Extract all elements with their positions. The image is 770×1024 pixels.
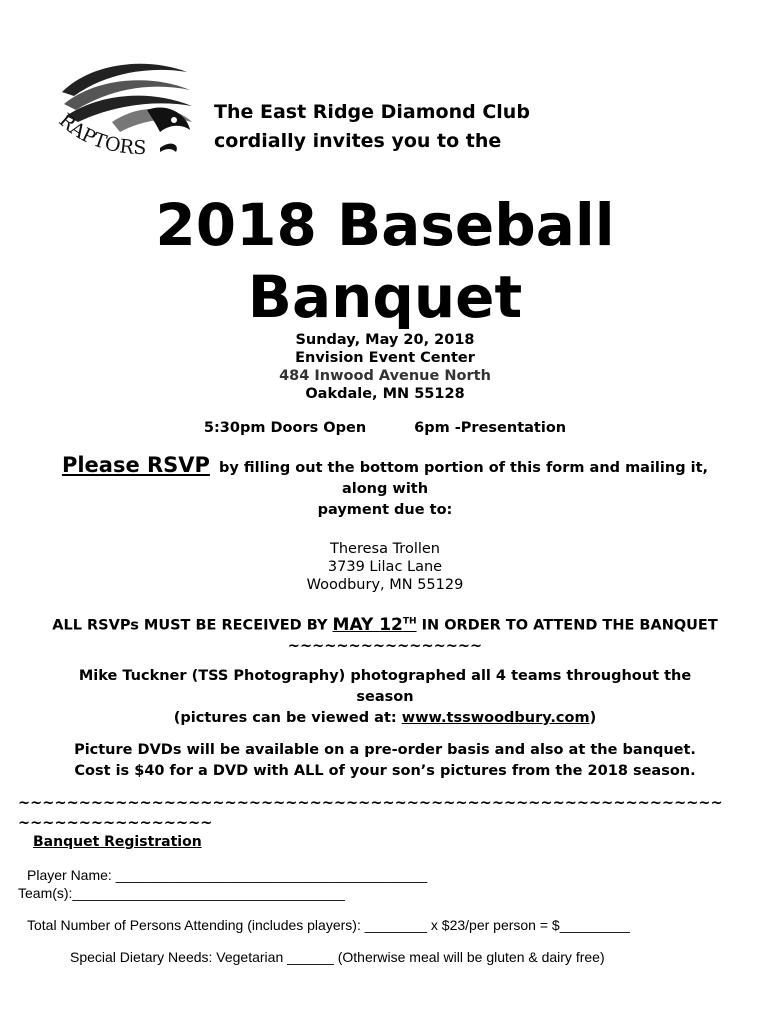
doors-open-time: 5:30pm Doors Open <box>203 420 367 436</box>
photography-notice <box>0 666 770 729</box>
deadline-date-suffix: TH <box>402 616 417 626</box>
event-venue: Envision Event Center <box>295 350 475 366</box>
rsvp-line-3: payment due to: <box>317 502 453 518</box>
photography-website-link[interactable]: www.tsswoodbury.com <box>401 710 590 726</box>
mailing-address <box>0 540 770 594</box>
deadline-date: MAY 12 <box>332 614 403 635</box>
player-name-field[interactable]: Player Name: ________________________________________ <box>27 867 428 883</box>
dvd-line-1: Picture DVDs will be available on a pre-order basis and also at the banquet. <box>74 742 696 758</box>
total-persons-field[interactable]: Total Number of Persons Attending (includes players): ________ x $23/per person = $_________ <box>27 917 630 933</box>
page-title <box>0 189 770 333</box>
event-details <box>0 331 770 403</box>
mail-name: Theresa Trollen <box>330 541 440 557</box>
title-line-2: Banquet <box>247 263 523 331</box>
photo-line-3-prefix: (pictures can be viewed at: <box>173 710 397 726</box>
logo-text: RAPTORS <box>54 109 147 160</box>
rsvp-instructions <box>0 455 770 521</box>
raptors-logo <box>52 52 202 167</box>
cut-line-separator <box>18 793 758 833</box>
deadline-rest: IN ORDER TO ATTEND THE BANQUET <box>421 617 718 634</box>
mail-city: Woodbury, MN 55129 <box>306 577 464 593</box>
photo-line-3-suffix: ) <box>589 710 597 726</box>
dvd-line-2: Cost is $40 for a DVD with ALL of your son’s pictures from the 2018 season. <box>74 763 696 779</box>
deadline-prefix: ALL RSVPs MUST BE RECEIVED BY <box>52 617 328 634</box>
title-line-1: 2018 Baseball <box>155 191 615 259</box>
separator-line-1: ~~~~~~~~~~~~~~~~~~~~~~~~~~~~~~~~~~~~~~~~~~~~~~~~~~~~~~~~~~ <box>18 795 723 811</box>
rsvp-emphasis: Please RSVP <box>61 453 210 477</box>
event-city: Oakdale, MN 55128 <box>305 386 465 402</box>
raptors-bird-icon <box>52 52 202 167</box>
intro-line-2: cordially invites you to the <box>214 130 502 152</box>
event-times <box>0 420 770 436</box>
rsvp-deadline <box>0 611 770 656</box>
event-street: 484 Inwood Avenue North <box>279 368 491 384</box>
separator-line-2: ~~~~~~~~~~~~~~~~ <box>18 815 213 831</box>
rsvp-line-1: by filling out the bottom portion of this form and mailing it, <box>219 460 709 476</box>
event-date: Sunday, May 20, 2018 <box>295 332 475 348</box>
dietary-needs-field[interactable]: Special Dietary Needs: Vegetarian ______ (Otherwise meal will be gluten & dairy free) <box>70 949 605 965</box>
dvd-notice <box>0 740 770 782</box>
team-field[interactable]: Team(s):___________________________________ <box>18 885 345 901</box>
mail-street: 3739 Lilac Lane <box>327 559 443 575</box>
rsvp-line-2: along with <box>341 481 429 497</box>
registration-heading: Banquet Registration <box>33 834 202 850</box>
photo-line-2: season <box>356 689 414 705</box>
photo-line-1: Mike Tuckner (TSS Photography) photographed all 4 teams throughout the <box>78 668 692 684</box>
intro-line-1: The East Ridge Diamond Club <box>214 101 530 123</box>
invitation-intro <box>214 98 530 156</box>
presentation-time: 6pm -Presentation <box>414 420 567 436</box>
deadline-tildes: ~~~~~~~~~~~~~~~~ <box>287 637 483 654</box>
